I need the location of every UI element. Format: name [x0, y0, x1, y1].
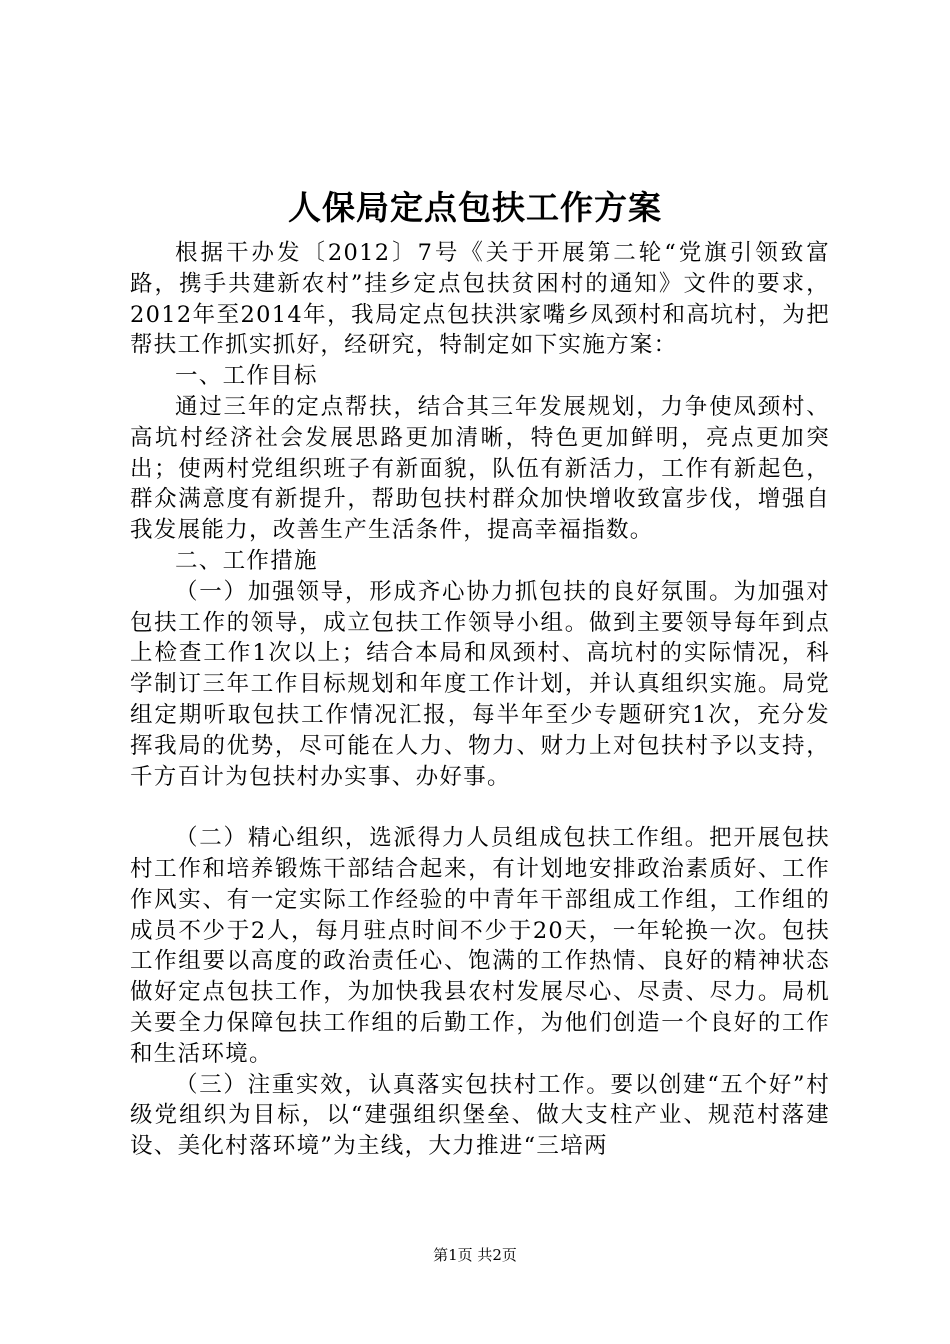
document-title: 人保局定点包扶工作方案 [288, 188, 662, 227]
paragraph-measure-2: （二）精心组织，选派得力人员组成包扶工作组。把开展包扶村工作和培养锻炼干部结合起来，有计划地安排政治素质好、工作作风实、有一定实际工作经验的中青年干部组成工作组，工作组的成员不少于2人，每月驻点时间不少于20天，一年轮换一次。包扶工作组要以高度的政治责任心、饱满的工作热情、良好的精神状态做好定点包扶工作，为加快我县农村发展尽心、尽责、尽力。局机关要全力保障包扶工作组的后勤工作，为他们创造一个良好的工作和生活环境。 [130, 825, 830, 1067]
paragraph-measure-3: （三）注重实效，认真落实包扶村工作。要以创建“五个好”村级党组织为目标，以“建强组织堡垒、做大支柱产业、规范村落建设、美化村落环境”为主线，大力推进“三培两 [130, 1071, 830, 1160]
section-heading-measures: 二、工作措施 [175, 547, 318, 574]
page-indicator: 第1页 共2页 [433, 1246, 517, 1264]
paragraph-intro: 根据干办发〔2012〕7号《关于开展第二轮“党旗引领致富路，携手共建新农村”挂乡定点包扶贫困村的通知》文件的要求，2012年至2014年，我局定点包扶洪家嘴乡凤颈村和高坑村，为把帮扶工作抓实抓好，经研究，特制定如下实施方案： [130, 240, 830, 359]
document-body [130, 238, 830, 1162]
page-footer [0, 1244, 950, 1266]
section-heading-goals: 一、工作目标 [175, 363, 318, 390]
paragraph-goals: 通过三年的定点帮扶，结合其三年发展规划，力争使凤颈村、高坑村经济社会发展思路更加清晰，特色更加鲜明，亮点更加突出；使两村党组织班子有新面貌，队伍有新活力，工作有新起色，群众满意度有新提升，帮助包扶村群众加快增收致富步伐，增强自我发展能力，改善生产生活条件，提高幸福指数。 [130, 393, 830, 544]
paragraph-measure-1: （一）加强领导，形成齐心协力抓包扶的良好氛围。为加强对包扶工作的领导，成立包扶工作领导小组。做到主要领导每年到点上检查工作1次以上；结合本局和凤颈村、高坑村的实际情况，科学制订三年工作目标规划和年度工作计划，并认真组织实施。局党组定期听取包扶工作情况汇报，每半年至少专题研究1次，充分发挥我局的优势，尽可能在人力、物力、财力上对包扶村予以支持，千方百计为包扶村办实事、办好事。 [130, 578, 830, 790]
